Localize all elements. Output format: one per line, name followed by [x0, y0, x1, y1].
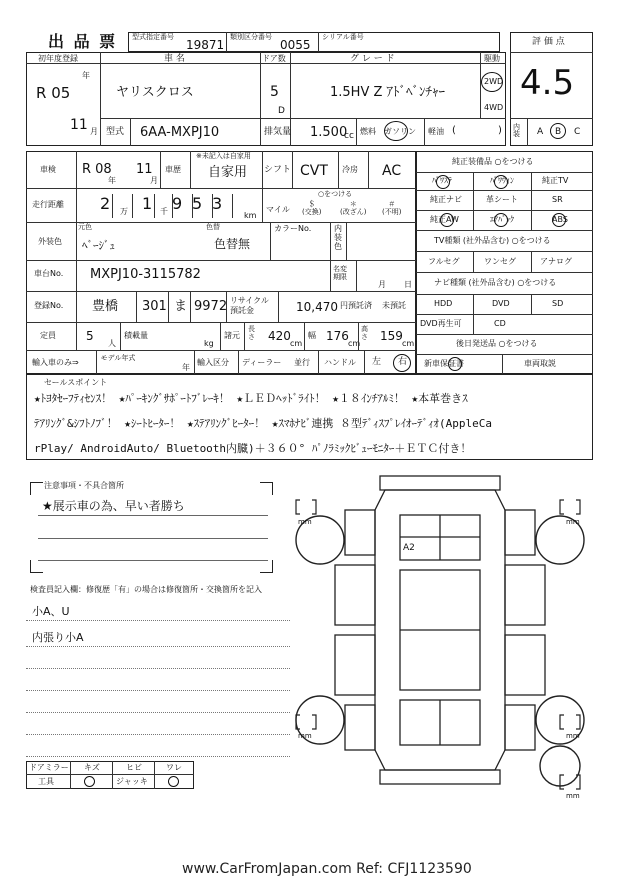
first-reg-month: 11	[70, 117, 88, 133]
displacement-value: 1.500	[310, 125, 348, 140]
displacement-unit: cc	[344, 131, 354, 141]
interior-grade-c: C	[574, 127, 581, 137]
mileage-digits	[92, 194, 240, 218]
import-label: 輸入車のみ⇒	[32, 358, 79, 367]
legend-jack: ジャッキ	[116, 777, 148, 786]
capacity-value: 5	[86, 329, 94, 343]
opt-navi: 純正ナビ	[430, 195, 462, 204]
recycle-unpaid: 未預託	[382, 301, 406, 310]
notes-label: 注意事項・不具合箇所	[44, 481, 124, 490]
car-name: ヤリスクロス	[116, 85, 194, 100]
drive-4wd: 4WD	[484, 103, 504, 112]
paint-value: 色替無	[214, 237, 251, 251]
fuel-value: ガソリン	[384, 127, 416, 136]
chassis-label: 車台No.	[34, 269, 64, 278]
paint-label: 色替	[206, 223, 220, 231]
model-value: 6AA-MXPJ10	[140, 125, 220, 140]
load-unit: kg	[204, 339, 214, 348]
sales-line-2: ﾃｱﾘﾝｸﾞ&ｼﾌﾄﾉﾌﾞ！ ★ｼｰﾄﾋｰﾀｰ！ ★ｽﾃｱﾘﾝｸﾞﾋｰﾀｰ！ ★ｽﾏﾎﾅﾋﾞ連携 ８型ﾃﾞｨｽﾌﾟﾚｲｵｰﾃﾞｨｵ(AppleCa	[34, 417, 492, 430]
tv-analog: アナログ	[540, 257, 572, 266]
sales-line-3: rPlay/ AndroidAuto/ Bluetooth内臓)＋３６０° ﾊﾟﾉﾗﾐｯｸﾋﾞｭｰﾓﾆﾀｰ＋ＥＴＣ付き！	[34, 442, 472, 455]
reg-label: 登録No.	[34, 301, 64, 310]
type-cert-label: 型式指定番号	[132, 33, 174, 41]
reg-number: 9972	[194, 299, 228, 314]
handle-right-circle	[393, 354, 411, 372]
legend-break: ワレ	[166, 763, 182, 772]
tv-title: TV種類 (社外品含む) ○をつける	[434, 236, 551, 245]
handle-label: ハンドル	[324, 358, 356, 367]
mm-label-rl: mm	[298, 732, 312, 740]
oil-label: 軽油	[428, 127, 444, 136]
sheet-title: 出 品 票	[48, 32, 118, 51]
mileage-unit: km	[244, 211, 257, 220]
interior-grade-a: A	[537, 127, 544, 137]
mileage-tamper: ＊ (改ざん)	[340, 200, 367, 217]
mileage-digit-1: 2	[100, 194, 111, 213]
model-label: 型式	[106, 127, 125, 137]
type-cert-value: 19871	[186, 38, 225, 52]
fuel-circle	[384, 121, 408, 141]
model-year-label: モデル年式	[100, 354, 136, 362]
oil-paren: (	[452, 125, 456, 136]
reg-class: 301	[142, 299, 167, 314]
navi-hdd: HDD	[434, 299, 453, 308]
inspector-line-1: 小A、U	[32, 605, 70, 618]
mileage-unknown: ＃ (不明)	[382, 200, 402, 217]
opt-abs: ABS	[552, 215, 568, 224]
notes-text: ★展示車の為、早い者勝ち	[42, 499, 185, 513]
name-change-label: 名変期限	[333, 265, 347, 281]
usage-value: 自家用	[208, 165, 248, 180]
opt-sunroof: SR	[552, 195, 563, 204]
plate-label: 諸元	[224, 331, 240, 340]
name-change-day-unit: 日	[404, 280, 412, 289]
capacity-unit: 人	[108, 339, 116, 348]
interior-grade-circle	[550, 123, 566, 139]
navi-title: ナビ種類 (社外品含む) ○をつける	[434, 278, 557, 287]
serial-label: シリアル番号	[322, 33, 364, 41]
legend-mirror: ドアミラー	[29, 763, 69, 772]
recycle-label: リサイクル預託金	[230, 296, 269, 315]
diagram-mark: A2	[403, 543, 415, 553]
grade-value: 1.5HV Z ｱﾄﾞﾍﾞﾝﾁｬｰ	[330, 85, 446, 100]
header-codes-box	[128, 32, 500, 52]
inspection-year-unit: 年	[108, 176, 116, 185]
oil-paren-close: )	[498, 125, 502, 136]
capacity-label: 定員	[40, 331, 56, 340]
interior-label: 内装	[513, 123, 520, 138]
opt-power-steering: ﾊﾟﾜｽﾃ	[432, 176, 452, 185]
opt-power-window: ﾊﾟﾜｳｨﾝ	[490, 176, 514, 185]
mileage-mile: マイル	[266, 205, 290, 214]
eval-score: 4.5	[520, 63, 575, 103]
first-reg-era: R 05	[36, 84, 71, 102]
interior-color-label: 内装色	[334, 224, 342, 251]
mileage-note: ○をつける	[318, 190, 353, 198]
drive-2wd: 2WD	[484, 77, 504, 86]
drive-label: 駆動	[484, 54, 500, 63]
usage-note: ※未記入は自家用	[196, 152, 251, 160]
docs-manual: 車両取説	[524, 359, 556, 368]
import-type-label: 輸入区分	[197, 358, 229, 367]
car-name-label: 車 名	[164, 54, 185, 64]
legend-crack: ヒビ	[126, 763, 142, 772]
orig-color-label: 元色	[78, 223, 92, 231]
recycle-amount: 10,470	[296, 300, 338, 314]
docs-warranty: 新車保証書	[424, 359, 464, 368]
inspector-label: 検査員記入欄：修復歴「有」の場合は修復箇所・交換箇所を記入	[30, 585, 262, 594]
mileage-digit-2: 1	[142, 194, 153, 213]
handle-left: 左	[372, 357, 382, 367]
reg-kana: ま	[174, 299, 188, 314]
navi-sd: SD	[552, 299, 564, 308]
exterior-color-label: 外装色	[38, 237, 62, 246]
mm-label-spare: mm	[566, 792, 580, 800]
width-label: 幅	[308, 331, 316, 340]
handle-right: 右	[398, 357, 408, 367]
inspection-era: R 08	[82, 162, 112, 177]
chassis-value: MXPJ10-3115782	[90, 267, 201, 282]
mileage-man-unit: 万	[120, 207, 128, 216]
model-year-unit: 年	[182, 363, 190, 372]
ac-label: 冷房	[342, 165, 358, 174]
inspection-month-unit: 月	[150, 176, 158, 185]
legend-tools-circle	[84, 776, 95, 787]
mileage-swap: ＄ (交換)	[302, 200, 322, 217]
options-title: 純正装備品 ○をつける	[452, 157, 534, 166]
sales-line-1: ★ﾄﾖﾀｾｰﾌﾃｨｾﾝｽ！ ★ﾊﾟｰｷﾝｸﾞｻﾎﾟｰﾄﾌﾞﾚｰｷ！ ★ＬＥＤﾍｯﾄﾞﾗｲﾄ！ ★１８ｲﾝﾁｱﾙﾐ！ ★本革巻きｽ	[34, 392, 468, 405]
watermark-text: www.CarFromJapan.com Ref: CFJ1123590	[182, 861, 472, 877]
shift-value: CVT	[300, 163, 328, 179]
ac-value: AC	[382, 163, 402, 179]
doors-value: 5	[270, 84, 279, 100]
opt-leather: 革シート	[486, 195, 518, 204]
interior-grade-b: B	[555, 127, 562, 137]
tv-fullseg: フルセグ	[428, 257, 460, 266]
mileage-digit-5: 3	[212, 194, 223, 213]
mileage-sen-unit: 千	[160, 207, 168, 216]
width-value: 176	[326, 329, 349, 343]
legend-scratch: キズ	[84, 763, 100, 772]
grade-label: グ レ ー ド	[350, 54, 395, 64]
load-label: 積載量	[124, 331, 148, 340]
car-damage-diagram	[290, 470, 590, 800]
recycle-unit: 円預託済	[340, 301, 372, 310]
mm-label-rr: mm	[566, 732, 580, 740]
inspector-line-2: 内張り小A	[32, 631, 84, 644]
tv-oneseg: ワンセグ	[484, 257, 516, 266]
door-type: D	[278, 106, 285, 116]
height-value: 159	[380, 329, 403, 343]
opt-airbag: ｴｱﾊﾞｯｸ	[490, 215, 514, 224]
first-reg-month-unit: 月	[90, 127, 98, 136]
orig-color-value: ﾍﾞｰｼﾞｭ	[82, 239, 115, 252]
navi-cd: CD	[494, 319, 506, 328]
mileage-digit-3: 9	[172, 194, 183, 213]
color-no-label: カラーNo.	[274, 224, 312, 233]
eval-label: 評 価 点	[532, 37, 565, 47]
usage-label: 車歴	[165, 165, 181, 174]
navi-dvd: DVD	[492, 299, 510, 308]
width-unit: cm	[348, 339, 361, 348]
doors-label: ドア数	[262, 54, 286, 63]
first-reg-year-unit: 年	[82, 71, 90, 80]
import-parallel: 並行	[294, 358, 310, 367]
fuel-label: 燃料	[360, 127, 376, 136]
inspection-month: 11	[136, 162, 153, 177]
legend-jack-circle	[168, 776, 179, 787]
first-reg-label: 初年度登録	[38, 54, 78, 63]
mm-label-fl: mm	[298, 518, 312, 526]
length-label: 長さ	[248, 325, 255, 341]
height-unit: cm	[402, 339, 415, 348]
inspection-label: 車検	[40, 165, 56, 174]
mileage-label: 走行距離	[32, 200, 64, 209]
opt-tv: 純正TV	[542, 176, 569, 185]
height-label: 高さ	[361, 325, 368, 341]
category-value: 0055	[280, 38, 311, 52]
length-unit: cm	[290, 339, 303, 348]
navi-dvd-play: DVD再生可	[420, 319, 462, 328]
shift-label: シフト	[264, 165, 292, 175]
docs-title: 後日発送品 ○をつける	[456, 339, 538, 348]
displacement-label: 排気量	[264, 127, 292, 137]
sales-label: セールスポイント	[44, 378, 108, 387]
name-change-month-unit: 月	[378, 280, 386, 289]
category-label: 類別区分番号	[230, 33, 272, 41]
mileage-digit-4: 5	[192, 194, 203, 213]
legend-tools: 工具	[38, 777, 54, 786]
length-value: 420	[268, 329, 291, 343]
import-dealer: ディーラー	[242, 358, 282, 367]
opt-aw: 純正AW	[430, 215, 459, 224]
reg-region: 豊橋	[92, 299, 119, 314]
mm-label-fr: mm	[566, 518, 580, 526]
